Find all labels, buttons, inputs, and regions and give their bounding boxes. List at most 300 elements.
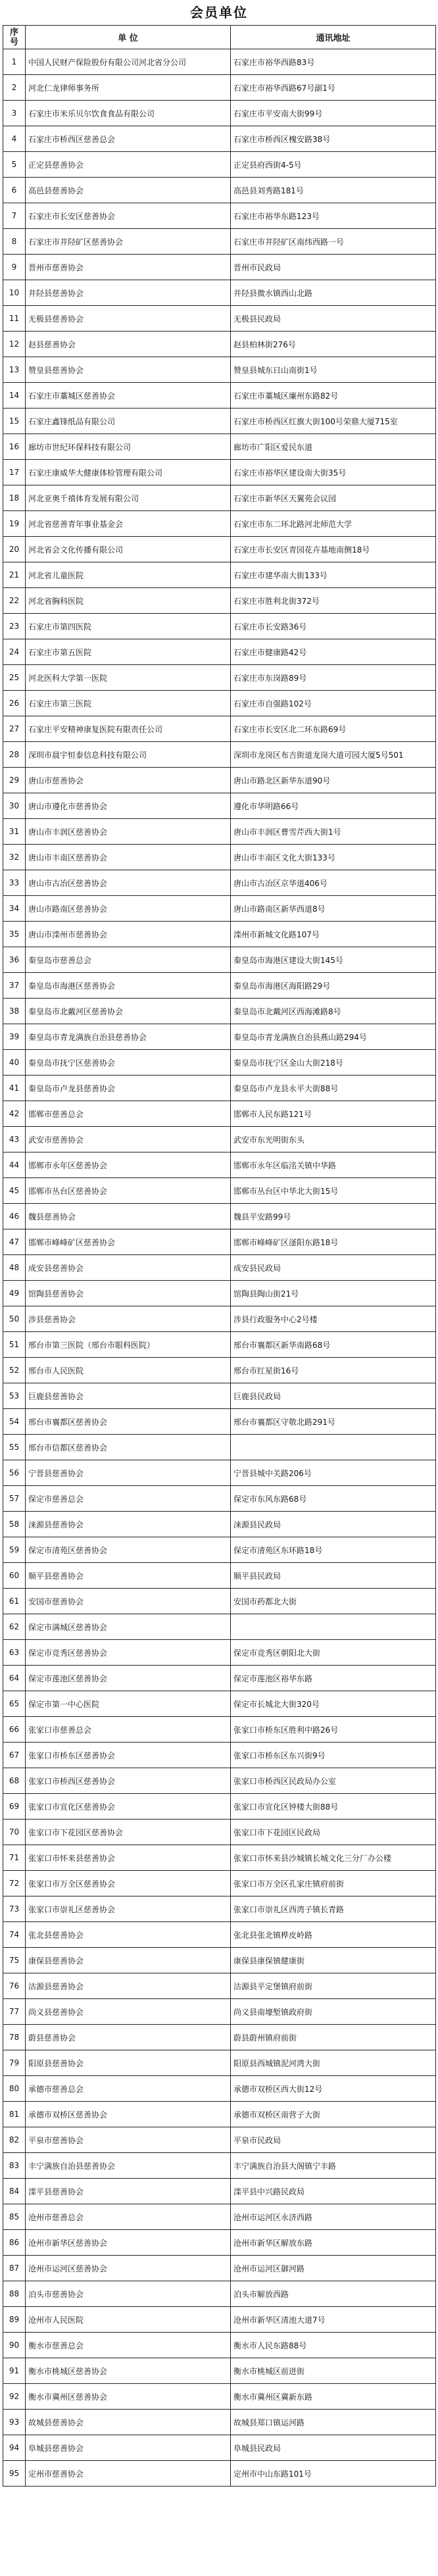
- member-unit-name: 安国市慈善协会: [26, 1589, 231, 1614]
- member-unit-address: 张家口市万全区孔家庄镇府前街: [231, 1871, 436, 1896]
- row-index: 37: [3, 973, 26, 999]
- table-row: [3, 1948, 436, 1973]
- row-index: 68: [3, 1768, 26, 1794]
- member-unit-address: 邯郸市人民东路121号: [231, 1101, 436, 1127]
- table-row: [3, 1152, 436, 1178]
- row-index: 36: [3, 947, 26, 973]
- table-row: [3, 1640, 436, 1666]
- member-unit-address: 张家口市崇礼区西湾子镇长青路: [231, 1896, 436, 1922]
- table-row: [3, 537, 436, 562]
- row-index: 39: [3, 1024, 26, 1050]
- row-index: 88: [3, 2281, 26, 2307]
- table-row: [3, 2076, 436, 2102]
- table-row: [3, 49, 436, 75]
- member-unit-address: 唐山市古冶区京华道406号: [231, 870, 436, 896]
- table-row: [3, 1178, 436, 1204]
- member-unit-address: 无极县民政局: [231, 306, 436, 332]
- member-unit-name: 廊坊市世纪环保科技有限公司: [26, 434, 231, 460]
- table-row: [3, 126, 436, 152]
- member-unit-address: 保定市莲池区裕华东路: [231, 1666, 436, 1691]
- member-unit-address: 魏县平安路99号: [231, 1204, 436, 1229]
- row-index: 49: [3, 1281, 26, 1306]
- table-row: [3, 383, 436, 409]
- row-index: 52: [3, 1358, 26, 1383]
- row-index: 5: [3, 152, 26, 178]
- row-index: 58: [3, 1512, 26, 1537]
- table-row: [3, 1973, 436, 1999]
- table-row: [3, 1076, 436, 1101]
- row-index: 73: [3, 1896, 26, 1922]
- row-index: 69: [3, 1794, 26, 1820]
- table-row: [3, 1460, 436, 1486]
- member-unit-address: 秦皇岛市卢龙县永平大街88号: [231, 1076, 436, 1101]
- row-index: 92: [3, 2384, 26, 2410]
- member-unit-name: 邯郸市慈善总会: [26, 1101, 231, 1127]
- table-row: [3, 716, 436, 742]
- member-unit-address: 石家庄市健康路42号: [231, 639, 436, 665]
- table-row: [3, 2204, 436, 2230]
- member-unit-name: 石家庄平安精神康复医院有限责任公司: [26, 716, 231, 742]
- member-unit-address: 深圳市龙岗区布吉街道龙岗大道可园大厦5号501: [231, 742, 436, 768]
- member-unit-name: 深圳市晨宇恒泰信息科技有限公司: [26, 742, 231, 768]
- row-index: 79: [3, 2050, 26, 2076]
- row-index: 56: [3, 1460, 26, 1486]
- table-row: [3, 614, 436, 639]
- member-unit-name: 张家口市万全区慈善协会: [26, 1871, 231, 1896]
- row-index: 48: [3, 1255, 26, 1281]
- table-row: [3, 793, 436, 819]
- member-unit-name: 衡水市冀州区慈善协会: [26, 2384, 231, 2410]
- member-unit-name: 成安县慈善协会: [26, 1255, 231, 1281]
- member-unit-name: 石家庄市藁城区慈善协会: [26, 383, 231, 409]
- member-unit-name: 唐山市慈善协会: [26, 768, 231, 793]
- member-unit-name: 沧州市人民医院: [26, 2307, 231, 2333]
- table-row: [3, 1409, 436, 1435]
- member-unit-name: 张家口市慈善总会: [26, 1717, 231, 1743]
- member-unit-name: 邢台市人民医院: [26, 1358, 231, 1383]
- table-row: [3, 2230, 436, 2256]
- table-row: [3, 409, 436, 434]
- table-row: [3, 1666, 436, 1691]
- row-index: 72: [3, 1871, 26, 1896]
- table-row: [3, 2333, 436, 2358]
- member-unit-address: 张北县张北镇桦皮岭路: [231, 1922, 436, 1948]
- row-index: 28: [3, 742, 26, 768]
- member-unit-address: 滦平县中兴路民政局: [231, 2179, 436, 2204]
- table-row: [3, 2410, 436, 2435]
- member-unit-name: 泊头市慈善协会: [26, 2281, 231, 2307]
- member-unit-address: 顺平县民政局: [231, 1563, 436, 1589]
- table-row: [3, 819, 436, 845]
- table-row: [3, 1281, 436, 1306]
- member-unit-name: 石家庄市第五医院: [26, 639, 231, 665]
- row-index: 6: [3, 178, 26, 203]
- row-index: 54: [3, 1409, 26, 1435]
- table-row: [3, 2461, 436, 2487]
- table-row: [3, 332, 436, 357]
- row-index: 18: [3, 485, 26, 511]
- row-index: 77: [3, 1999, 26, 2025]
- member-unit-address: 蔚县蔚州镇府前街: [231, 2025, 436, 2050]
- table-row: [3, 1768, 436, 1794]
- member-unit-address: 承德市双桥区南营子大街: [231, 2102, 436, 2127]
- member-unit-address: 张家口市怀来县沙城镇长城文化三分厂办公楼: [231, 1845, 436, 1871]
- member-unit-address: 石家庄市桥西区槐安路38号: [231, 126, 436, 152]
- table-row: [3, 2025, 436, 2050]
- member-unit-address: 武安市东光明街东头: [231, 1127, 436, 1152]
- member-unit-name: 秦皇岛市慈善总会: [26, 947, 231, 973]
- member-unit-address: 石家庄市新华区天翼苑会议园: [231, 485, 436, 511]
- member-unit-name: 尚义县慈善协会: [26, 1999, 231, 2025]
- table-row: [3, 460, 436, 485]
- member-unit-address: 晋州市民政局: [231, 255, 436, 280]
- table-row: [3, 947, 436, 973]
- table-row: [3, 2358, 436, 2384]
- row-index: 82: [3, 2127, 26, 2153]
- table-row: [3, 1537, 436, 1563]
- member-unit-name: 涞源县慈善协会: [26, 1512, 231, 1537]
- row-index: 45: [3, 1178, 26, 1204]
- member-unit-address: 石家庄市建华南大街133号: [231, 562, 436, 588]
- table-row: [3, 511, 436, 537]
- table-row: [3, 562, 436, 588]
- row-index: 80: [3, 2076, 26, 2102]
- member-unit-name: 赵县慈善协会: [26, 332, 231, 357]
- member-unit-address: 井陉县微水镇西山北路: [231, 280, 436, 306]
- row-index: 81: [3, 2102, 26, 2127]
- member-unit-name: 张家口市宣化区慈善协会: [26, 1794, 231, 1820]
- row-index: 20: [3, 537, 26, 562]
- member-unit-name: 河北医科大学第一医院: [26, 665, 231, 691]
- member-unit-address: 康保县康保镇健康街: [231, 1948, 436, 1973]
- member-unit-address: 石家庄市自强路102号: [231, 691, 436, 716]
- table-row: [3, 2179, 436, 2204]
- member-unit-name: 唐山市滦州市慈善协会: [26, 922, 231, 947]
- member-unit-address: 平泉市民政局: [231, 2127, 436, 2153]
- member-unit-address: 石家庄市裕华西路83号: [231, 49, 436, 75]
- row-index: 91: [3, 2358, 26, 2384]
- row-index: 12: [3, 332, 26, 357]
- row-index: 89: [3, 2307, 26, 2333]
- member-unit-name: 中国人民财产保险股份有限公司河北省分公司: [26, 49, 231, 75]
- table-row: [3, 639, 436, 665]
- member-unit-address: 石家庄市长安区青园花卉基地南侧18号: [231, 537, 436, 562]
- member-unit-name: 石家庄市井陉矿区慈善协会: [26, 229, 231, 255]
- row-index: 59: [3, 1537, 26, 1563]
- table-row: [3, 1332, 436, 1358]
- table-row: [3, 1717, 436, 1743]
- member-unit-address: 成安县民政局: [231, 1255, 436, 1281]
- member-unit-address: 巨鹿县民政局: [231, 1383, 436, 1409]
- member-unit-address: 沧州市运河区御河路: [231, 2256, 436, 2281]
- table-row: [3, 229, 436, 255]
- table-row: [3, 1794, 436, 1820]
- table-row: [3, 1589, 436, 1614]
- table-row: [3, 2384, 436, 2410]
- row-index: 47: [3, 1229, 26, 1255]
- member-unit-address: 张家口市下花园区民政局: [231, 1820, 436, 1845]
- member-unit-name: 宁晋县慈善协会: [26, 1460, 231, 1486]
- table-row: [3, 1512, 436, 1537]
- member-unit-address: 阳原县西城镇泥河湾大街: [231, 2050, 436, 2076]
- member-unit-name: 河北仁龙律师事务所: [26, 75, 231, 101]
- table-row: [3, 768, 436, 793]
- member-unit-address: 秦皇岛市抚宁区金山大街218号: [231, 1050, 436, 1076]
- row-index: 4: [3, 126, 26, 152]
- table-row: [3, 1691, 436, 1717]
- member-unit-address: 石家庄市裕华东路123号: [231, 203, 436, 229]
- member-unit-address: 石家庄市裕华区建设南大街35号: [231, 460, 436, 485]
- member-unit-address: 石家庄市胜利北街372号: [231, 588, 436, 614]
- member-unit-address: 秦皇岛市海港区建设大街145号: [231, 947, 436, 973]
- member-unit-address: 承德市双桥区西大街12号: [231, 2076, 436, 2102]
- member-unit-name: 河北省胸科医院: [26, 588, 231, 614]
- member-unit-address: 沧州市新华区解放东路: [231, 2230, 436, 2256]
- table-row: [3, 2102, 436, 2127]
- member-unit-address: 秦皇岛市北戴河区西海滩路8号: [231, 999, 436, 1024]
- row-index: 19: [3, 511, 26, 537]
- member-unit-name: 秦皇岛市卢龙县慈善协会: [26, 1076, 231, 1101]
- row-index: 29: [3, 768, 26, 793]
- member-unit-address: 石家庄市东二环北路河北师范大学: [231, 511, 436, 537]
- member-unit-address: 秦皇岛市海港区海阳路29号: [231, 973, 436, 999]
- member-unit-name: 保定市慈善总会: [26, 1486, 231, 1512]
- table-row: [3, 922, 436, 947]
- member-unit-name: 河北亚奥千禧体育发展有限公司: [26, 485, 231, 511]
- member-unit-name: 张家口市怀来县慈善协会: [26, 1845, 231, 1871]
- member-unit-name: 保定市满城区慈善协会: [26, 1614, 231, 1640]
- row-index: 7: [3, 203, 26, 229]
- member-units-table: [3, 25, 436, 2487]
- member-unit-name: 故城县慈善协会: [26, 2410, 231, 2435]
- member-unit-name: 高邑县慈善协会: [26, 178, 231, 203]
- table-row: [3, 280, 436, 306]
- member-unit-address: 赞皇县城东日山南街1号: [231, 357, 436, 383]
- member-unit-name: 井陉县慈善协会: [26, 280, 231, 306]
- row-index: 30: [3, 793, 26, 819]
- table-row: [3, 870, 436, 896]
- row-index: 3: [3, 101, 26, 126]
- member-unit-address: 邢台市红星街16号: [231, 1358, 436, 1383]
- member-unit-address: 保定市长城北大街320号: [231, 1691, 436, 1717]
- member-unit-address: 张家口市桥西区民政局办公室: [231, 1768, 436, 1794]
- member-unit-address: 邯郸市丛台区中华北大街15号: [231, 1178, 436, 1204]
- member-unit-name: 衡水市慈善总会: [26, 2333, 231, 2358]
- table-row: [3, 2281, 436, 2307]
- table-row: [3, 1563, 436, 1589]
- member-unit-name: 石家庄康威华大健康体检管理有限公司: [26, 460, 231, 485]
- member-unit-name: 河北省儿童医院: [26, 562, 231, 588]
- row-index: 26: [3, 691, 26, 716]
- table-row: [3, 255, 436, 280]
- member-unit-name: 唐山市路南区慈善协会: [26, 896, 231, 922]
- row-index: 87: [3, 2256, 26, 2281]
- table-row: [3, 1999, 436, 2025]
- row-index: 41: [3, 1076, 26, 1101]
- member-unit-address: 张家口市宣化区钟楼大街88号: [231, 1794, 436, 1820]
- member-unit-address: 安国市药都北大街: [231, 1589, 436, 1614]
- table-row: [3, 1743, 436, 1768]
- row-index: 15: [3, 409, 26, 434]
- member-unit-address: 保定市竞秀区朝阳北大街: [231, 1640, 436, 1666]
- row-index: 95: [3, 2461, 26, 2487]
- table-row: [3, 306, 436, 332]
- table-row: [3, 691, 436, 716]
- member-unit-name: 邢台市第三医院（邢台市眼科医院）: [26, 1332, 231, 1358]
- row-index: 24: [3, 639, 26, 665]
- member-unit-name: 武安市慈善协会: [26, 1127, 231, 1152]
- table-row: [3, 1306, 436, 1332]
- member-unit-name: 秦皇岛市北戴河区慈善协会: [26, 999, 231, 1024]
- member-unit-name: 魏县慈善协会: [26, 1204, 231, 1229]
- member-unit-address: 石家庄市井陉矿区南纬西路一号: [231, 229, 436, 255]
- member-unit-name: 沽源县慈善协会: [26, 1973, 231, 1999]
- member-unit-address: 邯郸市峰峰矿区滏阳东路18号: [231, 1229, 436, 1255]
- row-index: 16: [3, 434, 26, 460]
- row-index: 40: [3, 1050, 26, 1076]
- table-row: [3, 178, 436, 203]
- table-row: [3, 973, 436, 999]
- table-row: [3, 75, 436, 101]
- row-index: 14: [3, 383, 26, 409]
- table-row: [3, 845, 436, 870]
- row-index: 86: [3, 2230, 26, 2256]
- header-index-label: 序号: [10, 27, 19, 47]
- member-unit-name: 丰宁满族自治县慈善协会: [26, 2153, 231, 2179]
- member-unit-address: 赵县柏林街276号: [231, 332, 436, 357]
- member-unit-name: 平泉市慈善协会: [26, 2127, 231, 2153]
- row-index: 46: [3, 1204, 26, 1229]
- member-unit-name: 唐山市古冶区慈善协会: [26, 870, 231, 896]
- table-row: [3, 357, 436, 383]
- member-unit-name: 邯郸市丛台区慈善协会: [26, 1178, 231, 1204]
- member-unit-name: 阳原县慈善协会: [26, 2050, 231, 2076]
- row-index: 23: [3, 614, 26, 639]
- member-unit-name: 蔚县慈善协会: [26, 2025, 231, 2050]
- member-unit-address: 张家口市桥东区胜利中路26号: [231, 1717, 436, 1743]
- member-unit-address: 沧州市运河区永济西路: [231, 2204, 436, 2230]
- member-unit-name: 石家庄市米乐贝尔饮食食品有限公司: [26, 101, 231, 126]
- page-title: 会员单位: [190, 5, 248, 20]
- row-index: 60: [3, 1563, 26, 1589]
- header-address: 通讯地址: [231, 26, 436, 49]
- member-unit-name: 邯郸市峰峰矿区慈善协会: [26, 1229, 231, 1255]
- member-unit-address: 石家庄市长安路36号: [231, 614, 436, 639]
- member-unit-address: 石家庄市长安区北二环东路69号: [231, 716, 436, 742]
- row-index: 55: [3, 1435, 26, 1460]
- member-unit-address: 定州市中山东路101号: [231, 2461, 436, 2487]
- member-unit-name: 保定市莲池区慈善协会: [26, 1666, 231, 1691]
- table-row: [3, 665, 436, 691]
- row-index: 76: [3, 1973, 26, 1999]
- member-unit-address: 衡水市冀州区冀新东路: [231, 2384, 436, 2410]
- member-unit-address: 石家庄市平安南大街99号: [231, 101, 436, 126]
- row-index: 27: [3, 716, 26, 742]
- member-unit-name: 沧州市慈善总会: [26, 2204, 231, 2230]
- row-index: 85: [3, 2204, 26, 2230]
- row-index: 11: [3, 306, 26, 332]
- table-row: [3, 1486, 436, 1512]
- member-unit-name: 张家口市崇礼区慈善协会: [26, 1896, 231, 1922]
- member-unit-address: 泊头市解放西路: [231, 2281, 436, 2307]
- member-unit-name: 邢台市襄都区慈善协会: [26, 1409, 231, 1435]
- member-unit-name: 承德市双桥区慈善协会: [26, 2102, 231, 2127]
- member-unit-name: 赞皇县慈善协会: [26, 357, 231, 383]
- table-row: [3, 2153, 436, 2179]
- member-unit-address: 尚义县南壕堑镇政府街: [231, 1999, 436, 2025]
- row-index: 50: [3, 1306, 26, 1332]
- member-unit-address: 高邑县刘秀路181号: [231, 178, 436, 203]
- member-unit-name: 馆陶县慈善协会: [26, 1281, 231, 1306]
- row-index: 64: [3, 1666, 26, 1691]
- row-index: 9: [3, 255, 26, 280]
- row-index: 90: [3, 2333, 26, 2358]
- member-unit-address: 唐山市丰南区文化大街133号: [231, 845, 436, 870]
- member-unit-address: [231, 1435, 436, 1460]
- row-index: 35: [3, 922, 26, 947]
- row-index: 63: [3, 1640, 26, 1666]
- member-unit-address: 衡水市人民东路88号: [231, 2333, 436, 2358]
- member-unit-name: 石家庄市长安区慈善协会: [26, 203, 231, 229]
- member-unit-address: 石家庄市裕华西路67号副1号: [231, 75, 436, 101]
- member-unit-address: 馆陶县陶山街21号: [231, 1281, 436, 1306]
- table-row: [3, 1204, 436, 1229]
- member-unit-name: 无极县慈善协会: [26, 306, 231, 332]
- table-row: [3, 1614, 436, 1640]
- row-index: 51: [3, 1332, 26, 1358]
- row-index: 8: [3, 229, 26, 255]
- row-index: 31: [3, 819, 26, 845]
- member-unit-address: 遵化市华明路66号: [231, 793, 436, 819]
- row-index: 43: [3, 1127, 26, 1152]
- row-index: 57: [3, 1486, 26, 1512]
- member-unit-name: 张家口市桥西区慈善协会: [26, 1768, 231, 1794]
- table-row: [3, 1358, 436, 1383]
- table-row: [3, 203, 436, 229]
- member-unit-name: 涉县慈善协会: [26, 1306, 231, 1332]
- row-index: 1: [3, 49, 26, 75]
- table-body: [3, 49, 436, 2487]
- member-unit-name: 唐山市遵化市慈善协会: [26, 793, 231, 819]
- table-row: [3, 588, 436, 614]
- member-unit-address: [231, 1614, 436, 1640]
- member-unit-name: 秦皇岛市海港区慈善协会: [26, 973, 231, 999]
- row-index: 78: [3, 2025, 26, 2050]
- table-row: [3, 1896, 436, 1922]
- row-index: 65: [3, 1691, 26, 1717]
- member-unit-address: 正定县府西街4-5号: [231, 152, 436, 178]
- table-row: [3, 1435, 436, 1460]
- member-unit-name: 巨鹿县慈善协会: [26, 1383, 231, 1409]
- table-row: [3, 1050, 436, 1076]
- row-index: 70: [3, 1820, 26, 1845]
- table-row: [3, 2435, 436, 2461]
- member-unit-address: 秦皇岛市青龙满族自治县燕山路294号: [231, 1024, 436, 1050]
- member-unit-address: 滦州市新城文化路107号: [231, 922, 436, 947]
- table-row: [3, 2127, 436, 2153]
- header-index: [3, 26, 26, 49]
- row-index: 10: [3, 280, 26, 306]
- row-index: 44: [3, 1152, 26, 1178]
- row-index: 53: [3, 1383, 26, 1409]
- row-index: 94: [3, 2435, 26, 2461]
- member-unit-name: 河北省会文化传播有限公司: [26, 537, 231, 562]
- row-index: 22: [3, 588, 26, 614]
- table-row: [3, 999, 436, 1024]
- table-row: [3, 896, 436, 922]
- member-unit-address: 阜城县民政局: [231, 2435, 436, 2461]
- member-unit-name: 邯郸市永年区慈善协会: [26, 1152, 231, 1178]
